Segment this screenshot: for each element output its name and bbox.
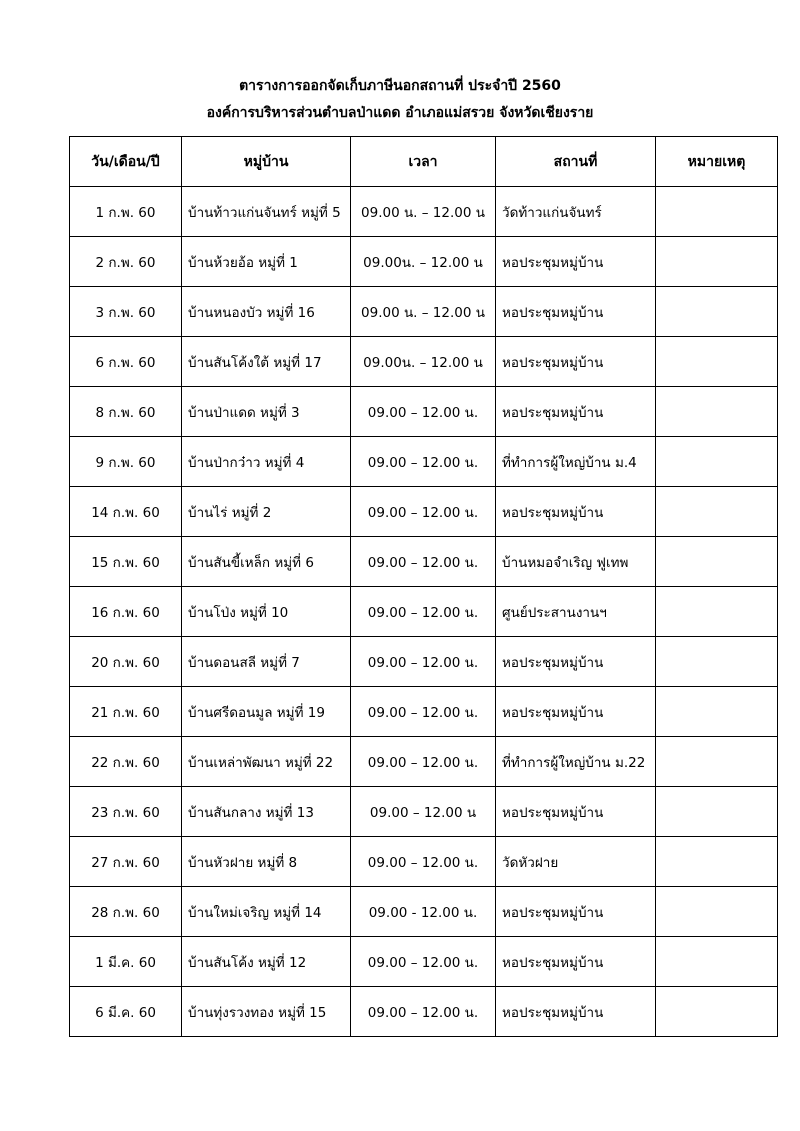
cell-village: บ้านโป่ง หมู่ที่ 10 <box>182 587 351 637</box>
cell-time: 09.00 – 12.00 น. <box>351 437 496 487</box>
cell-note <box>656 687 778 737</box>
cell-time: 09.00 – 12.00 น. <box>351 387 496 437</box>
cell-note <box>656 937 778 987</box>
table-row <box>70 987 778 1037</box>
table-row <box>70 287 778 337</box>
cell-village: บ้านป่ากว๋าว หมู่ที่ 4 <box>182 437 351 487</box>
cell-time: 09.00 – 12.00 น <box>351 787 496 837</box>
cell-time: 09.00 – 12.00 น. <box>351 487 496 537</box>
cell-village: บ้านใหม่เจริญ หมู่ที่ 14 <box>182 887 351 937</box>
cell-date: 21 ก.พ. 60 <box>70 687 182 737</box>
cell-time: 09.00 น. – 12.00 น <box>351 187 496 237</box>
table-row <box>70 387 778 437</box>
table-header-row <box>70 137 778 187</box>
cell-place: ศูนย์ประสานงานฯ <box>496 587 656 637</box>
cell-village: บ้านห้วยอ้อ หมู่ที่ 1 <box>182 237 351 287</box>
cell-place: ที่ทำการผู้ใหญ่บ้าน ม.22 <box>496 737 656 787</box>
cell-village: บ้านศรีดอนมูล หมู่ที่ 19 <box>182 687 351 737</box>
cell-date: 16 ก.พ. 60 <box>70 587 182 637</box>
cell-time: 09.00 – 12.00 น. <box>351 637 496 687</box>
table-row <box>70 587 778 637</box>
cell-note <box>656 587 778 637</box>
table-row <box>70 437 778 487</box>
cell-time: 09.00 – 12.00 น. <box>351 587 496 637</box>
cell-date: 23 ก.พ. 60 <box>70 787 182 837</box>
cell-place: หอประชุมหมู่บ้าน <box>496 387 656 437</box>
cell-village: บ้านเหล่าพัฒนา หมู่ที่ 22 <box>182 737 351 787</box>
cell-date: 28 ก.พ. 60 <box>70 887 182 937</box>
cell-place: หอประชุมหมู่บ้าน <box>496 787 656 837</box>
cell-note <box>656 287 778 337</box>
table-body <box>70 187 778 1037</box>
cell-village: บ้านหนองบัว หมู่ที่ 16 <box>182 287 351 337</box>
page-subtitle: องค์การบริหารส่วนตำบลป่าแดด อำเภอแม่สรวย จังหวัดเชียงราย <box>206 105 594 121</box>
table-row <box>70 837 778 887</box>
table-row <box>70 187 778 237</box>
cell-village: บ้านดอนสลี หมู่ที่ 7 <box>182 637 351 687</box>
cell-note <box>656 637 778 687</box>
cell-time: 09.00 – 12.00 น. <box>351 837 496 887</box>
cell-note <box>656 487 778 537</box>
cell-place: ที่ทำการผู้ใหญ่บ้าน ม.4 <box>496 437 656 487</box>
cell-time: 09.00น. – 12.00 น <box>351 237 496 287</box>
cell-place: หอประชุมหมู่บ้าน <box>496 937 656 987</box>
table-row <box>70 887 778 937</box>
cell-note <box>656 437 778 487</box>
cell-place: หอประชุมหมู่บ้าน <box>496 637 656 687</box>
cell-village: บ้านทุ่งรวงทอง หมู่ที่ 15 <box>182 987 351 1037</box>
page-title: ตารางการออกจัดเก็บภาษีนอกสถานที่ ประจำปี 2560 <box>239 78 561 94</box>
cell-date: 1 มี.ค. 60 <box>70 937 182 987</box>
column-header-note: หมายเหตุ <box>656 137 778 187</box>
column-header-time: เวลา <box>351 137 496 187</box>
cell-note <box>656 387 778 437</box>
table-row <box>70 737 778 787</box>
cell-date: 1 ก.พ. 60 <box>70 187 182 237</box>
cell-note <box>656 237 778 287</box>
cell-place: หอประชุมหมู่บ้าน <box>496 287 656 337</box>
schedule-table <box>69 136 778 1037</box>
cell-date: 6 ก.พ. 60 <box>70 337 182 387</box>
table-row <box>70 637 778 687</box>
table-row <box>70 487 778 537</box>
table-row <box>70 937 778 987</box>
cell-date: 8 ก.พ. 60 <box>70 387 182 437</box>
cell-place: หอประชุมหมู่บ้าน <box>496 487 656 537</box>
cell-place: หอประชุมหมู่บ้าน <box>496 237 656 287</box>
cell-place: หอประชุมหมู่บ้าน <box>496 987 656 1037</box>
cell-date: 3 ก.พ. 60 <box>70 287 182 337</box>
cell-time: 09.00 – 12.00 น. <box>351 937 496 987</box>
cell-date: 14 ก.พ. 60 <box>70 487 182 537</box>
cell-date: 27 ก.พ. 60 <box>70 837 182 887</box>
table-row <box>70 337 778 387</box>
cell-village: บ้านหัวฝาย หมู่ที่ 8 <box>182 837 351 887</box>
cell-place: วัดท้าวแก่นจันทร์ <box>496 187 656 237</box>
column-header-date: วัน/เดือน/ปี <box>70 137 182 187</box>
cell-date: 20 ก.พ. 60 <box>70 637 182 687</box>
column-header-village: หมู่บ้าน <box>182 137 351 187</box>
cell-village: บ้านสันขี้เหล็ก หมู่ที่ 6 <box>182 537 351 587</box>
cell-date: 22 ก.พ. 60 <box>70 737 182 787</box>
cell-time: 09.00น. – 12.00 น <box>351 337 496 387</box>
cell-note <box>656 187 778 237</box>
cell-note <box>656 887 778 937</box>
cell-note <box>656 837 778 887</box>
cell-note <box>656 737 778 787</box>
cell-village: บ้านไร่ หมู่ที่ 2 <box>182 487 351 537</box>
cell-place: วัดหัวฝาย <box>496 837 656 887</box>
cell-time: 09.00 – 12.00 น. <box>351 987 496 1037</box>
table-row <box>70 787 778 837</box>
column-header-place: สถานที่ <box>496 137 656 187</box>
cell-place: หอประชุมหมู่บ้าน <box>496 337 656 387</box>
cell-date: 6 มี.ค. 60 <box>70 987 182 1037</box>
cell-village: บ้านสันกลาง หมู่ที่ 13 <box>182 787 351 837</box>
cell-place: หอประชุมหมู่บ้าน <box>496 887 656 937</box>
table-row <box>70 237 778 287</box>
cell-time: 09.00 – 12.00 น. <box>351 537 496 587</box>
cell-time: 09.00 - 12.00 น. <box>351 887 496 937</box>
cell-village: บ้านสันโค้งใต้ หมู่ที่ 17 <box>182 337 351 387</box>
cell-date: 9 ก.พ. 60 <box>70 437 182 487</box>
cell-place: หอประชุมหมู่บ้าน <box>496 687 656 737</box>
cell-note <box>656 787 778 837</box>
cell-village: บ้านท้าวแก่นจันทร์ หมู่ที่ 5 <box>182 187 351 237</box>
cell-date: 2 ก.พ. 60 <box>70 237 182 287</box>
cell-note <box>656 537 778 587</box>
cell-village: บ้านป่าแดด หมู่ที่ 3 <box>182 387 351 437</box>
cell-time: 09.00 – 12.00 น. <box>351 687 496 737</box>
cell-time: 09.00 – 12.00 น. <box>351 737 496 787</box>
cell-place: บ้านหมอจำเริญ ฟูเทพ <box>496 537 656 587</box>
table-row <box>70 537 778 587</box>
cell-village: บ้านสันโค้ง หมู่ที่ 12 <box>182 937 351 987</box>
cell-date: 15 ก.พ. 60 <box>70 537 182 587</box>
cell-time: 09.00 น. – 12.00 น <box>351 287 496 337</box>
cell-note <box>656 987 778 1037</box>
cell-note <box>656 337 778 387</box>
table-row <box>70 687 778 737</box>
